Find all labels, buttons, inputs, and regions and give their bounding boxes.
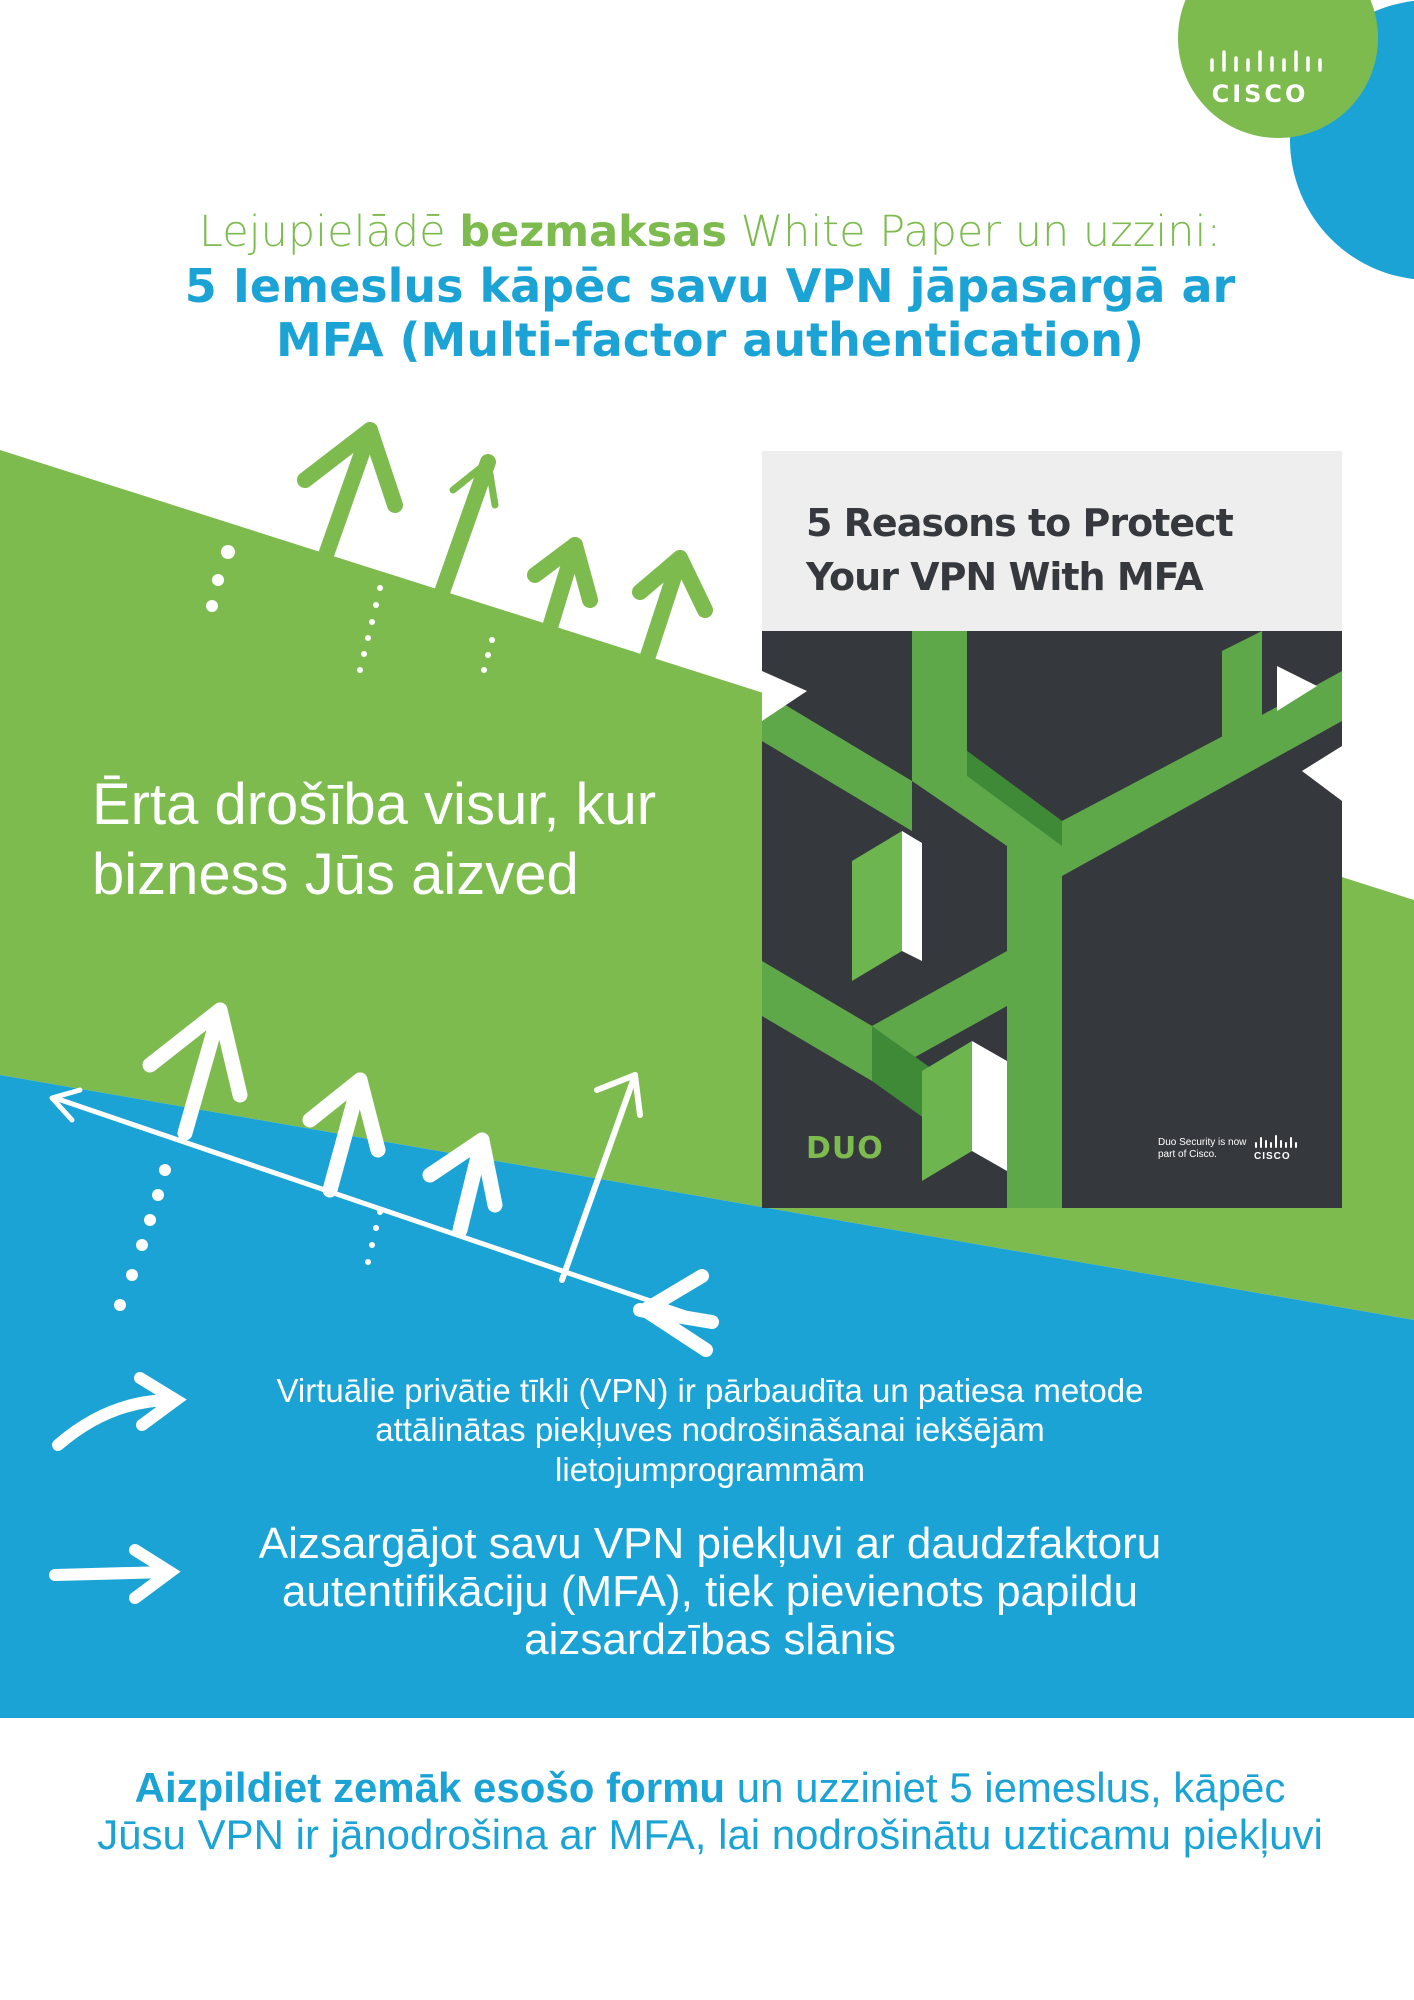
cover-cisco-icon: [1254, 1133, 1300, 1149]
bullet-1-line2: attālinātas piekļuves nodrošināšanai iekšējām lietojumprogrammām: [375, 1411, 1045, 1488]
headline-pre: Lejupielādē: [199, 207, 460, 257]
bullet-1-line1: Virtuālie privātie tīkli (VPN) ir pārbaudīta un patiesa metode: [276, 1372, 1144, 1409]
cover-title-line1: 5 Reasons to Protect: [806, 501, 1233, 545]
tagline: Ērta drošība visur, kur bizness Jūs aizved: [92, 772, 657, 907]
headline-bold: bezmaksas: [459, 207, 727, 257]
cover-title: [806, 496, 1326, 604]
cisco-logo-text: CISCO: [1211, 80, 1309, 108]
bullet-1: [190, 1372, 1230, 1490]
cover-tree-art: [762, 631, 1342, 1208]
whitepaper-cover[interactable]: [762, 451, 1342, 1208]
duo-logo: DUO: [806, 1131, 884, 1166]
cover-cisco-text: CISCO: [1254, 1151, 1291, 1162]
duo-note: Duo Security is now part of Cisco.: [1158, 1137, 1247, 1160]
cta-bold: Aizpildiet zemāk esošo formu: [134, 1764, 726, 1811]
headline-line1: [60, 205, 1360, 259]
bullet-2: Aizsargājot savu VPN piekļuvi ar daudzfaktoru autentifikāciju (MFA), tiek pievienots papildu aizsardzības slānis: [258, 1519, 1162, 1664]
headline-post: White Paper un uzzini:: [726, 207, 1221, 257]
headline: [60, 205, 1360, 367]
call-to-action: [90, 1764, 1330, 1858]
cta-rest: un uzziniet 5 iemeslus, kāpēc Jūsu VPN ir jānodrošina ar MFA, lai nodrošinātu uzticamu piekļuvi: [97, 1764, 1323, 1858]
cover-title-line2: Your VPN With MFA: [806, 555, 1203, 599]
headline-line3: MFA (Multi-factor authentication): [276, 313, 1144, 367]
headline-line2: 5 Iemeslus kāpēc savu VPN jāpasargā ar: [184, 259, 1236, 313]
